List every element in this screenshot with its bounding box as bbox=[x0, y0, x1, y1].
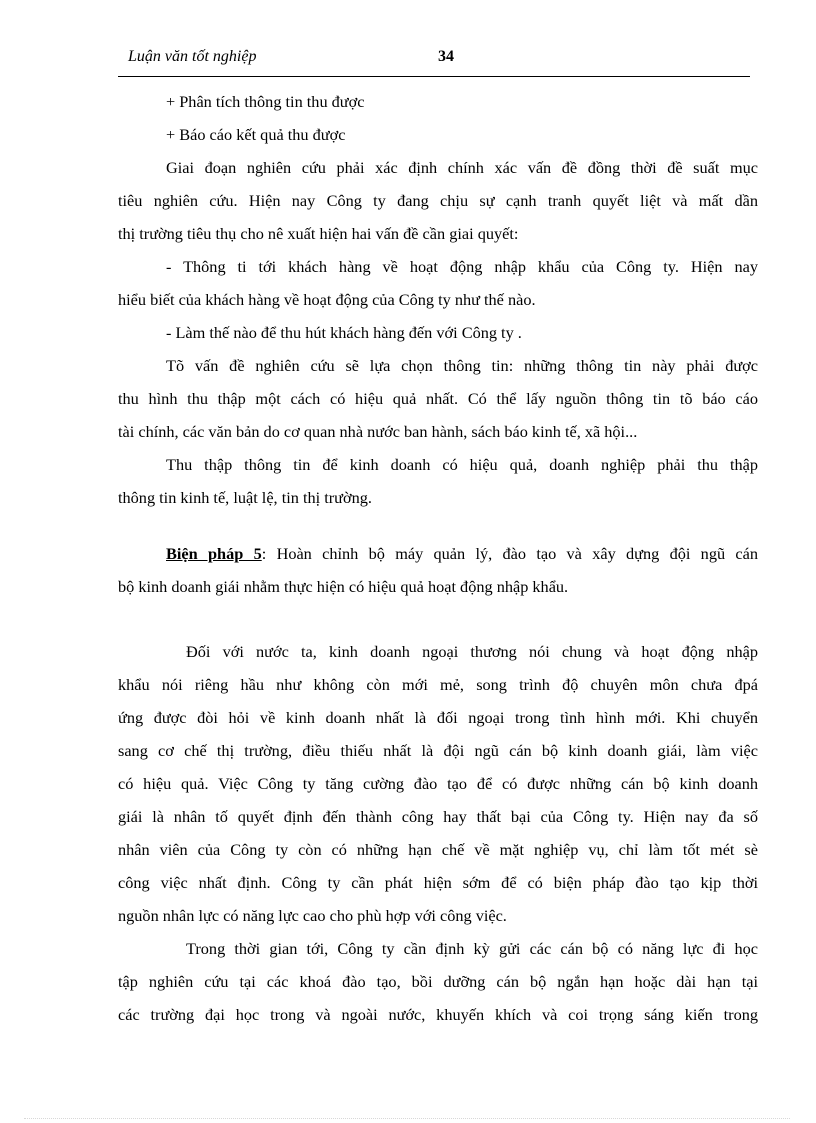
text-line: nguồn nhân lực có năng lực cao cho phù hợp với công việc. bbox=[118, 906, 507, 925]
text-line: Tõ vấn đề nghiên cứu sẽ lựa chọn thông tin: những thông tin này phải được bbox=[166, 356, 758, 375]
text-line: giái là nhân tố quyết định đến thành công hay thất bại của Công ty. Hiện nay đa số bbox=[118, 807, 758, 826]
page-header bbox=[118, 44, 750, 77]
text-line: tài chính, các văn bản do cơ quan nhà nước ban hành, sách báo kinh tế, xã hội... bbox=[118, 422, 638, 441]
measure-title-line1: : Hoàn chỉnh bộ máy quản lý, đào tạo và xây dựng đội ngũ cán bbox=[261, 544, 758, 563]
measure-heading bbox=[166, 537, 758, 570]
text-line: Trong thời gian tới, Công ty cần định kỳ gửi các cán bộ có năng lực đi học bbox=[186, 939, 758, 958]
text-line: Giai đoạn nghiên cứu phải xác định chính xác vấn đề đồng thời đề suất mục bbox=[166, 158, 758, 177]
text-line: tiêu nghiên cứu. Hiện nay Công ty đang chịu sự cạnh tranh quyết liệt và mất dần bbox=[118, 191, 758, 210]
text-line: thị trường tiêu thụ cho nê xuất hiện hai vấn đề cần giai quyết: bbox=[118, 224, 519, 243]
text-line: các trường đại học trong và ngoài nước, khuyến khích và coi trọng sáng kiến trong bbox=[118, 1005, 758, 1024]
header-title: Luận văn tốt nghiệp bbox=[128, 48, 257, 65]
text-line: sang cơ chế thị trường, điều thiếu nhất là đội ngũ cán bộ kinh doanh giái, làm việc bbox=[118, 741, 758, 760]
page-bottom-rule bbox=[24, 1118, 790, 1119]
text-line: tập nghiên cứu tại các khoá đào tạo, bồi dưỡng cán bộ ngắn hạn hoặc dài hạn tại bbox=[118, 972, 758, 991]
text-line: thông tin kinh tế, luật lệ, tin thị trường. bbox=[118, 488, 372, 507]
text-line: có hiệu quả. Việc Công ty tăng cường đào tạo để có được những cán bộ kinh doanh bbox=[118, 774, 758, 793]
text-line: công việc nhất định. Công ty cần phát hiện sớm để có biện pháp đào tạo kịp thời bbox=[118, 873, 758, 892]
text-line: nhân viên của Công ty còn có những hạn chế về mặt nghiệp vụ, chỉ làm tốt mét sè bbox=[118, 840, 758, 859]
text-line: hiểu biết của khách hàng về hoạt động của Công ty như thế nào. bbox=[118, 290, 536, 309]
text-line: ứng được đòi hỏi về kinh doanh nhất là đối ngoại trong tình hình mới. Khi chuyển bbox=[118, 708, 758, 727]
text-line: - Làm thế nào để thu hút khách hàng đến với Công ty . bbox=[166, 323, 522, 342]
measure-title-line2: bộ kinh doanh giái nhằm thực hiện có hiệu quả hoạt động nhập khẩu. bbox=[118, 577, 569, 596]
page-number: 34 bbox=[438, 48, 454, 65]
text-line: khẩu nói riêng hầu như không còn mới mẻ, song trình độ chuyên môn chưa đpá bbox=[118, 675, 758, 694]
measure-label: Biện pháp 5 bbox=[166, 544, 262, 563]
text-line: Đối với nước ta, kinh doanh ngoại thương nói chung và hoạt động nhập bbox=[186, 642, 758, 661]
text-line: - Thông ti tới khách hàng về hoạt động nhập khẩu của Công ty. Hiện nay bbox=[166, 257, 758, 276]
text-line: + Phân tích thông tin thu được bbox=[166, 92, 365, 111]
text-line: + Báo cáo kết quả thu được bbox=[166, 125, 346, 144]
text-line: Thu thập thông tin để kinh doanh có hiệu quả, doanh nghiệp phải thu thập bbox=[166, 455, 758, 474]
text-line: thu hình thu thập một cách có hiệu quả nhất. Có thể lấy nguồn thông tin tõ báo cáo bbox=[118, 389, 758, 408]
